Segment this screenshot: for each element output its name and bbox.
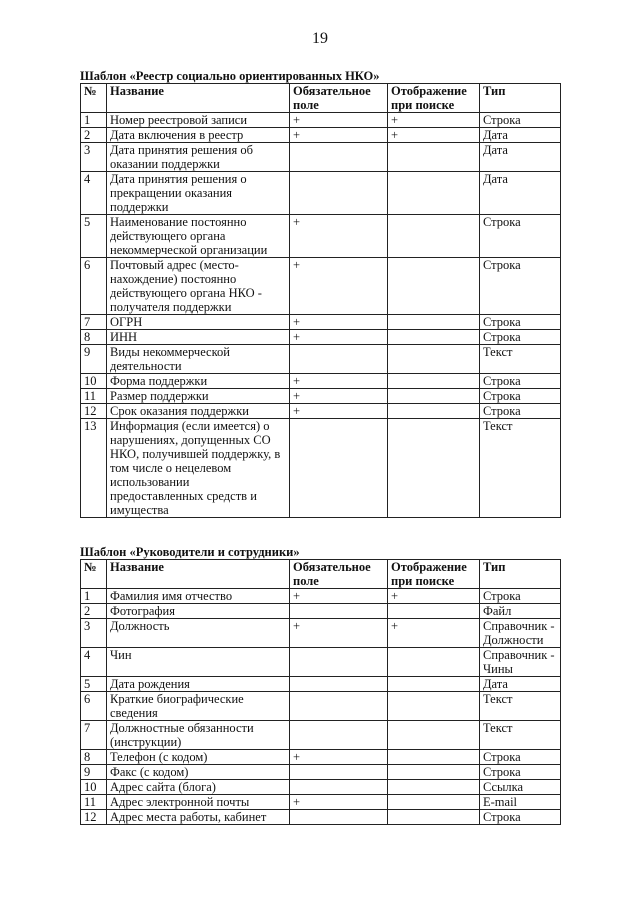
table-body [81, 589, 561, 825]
cell-num: 7 [81, 721, 107, 750]
cell-search [388, 404, 480, 419]
cell-num: 8 [81, 750, 107, 765]
table-header-row [81, 84, 561, 113]
cell-name: Дата рождения [107, 677, 290, 692]
cell-name: ОГРН [107, 315, 290, 330]
ngo-registry-section [80, 69, 560, 518]
table-row [81, 589, 561, 604]
cell-type: Строка [480, 810, 561, 825]
cell-required [290, 143, 388, 172]
cell-required [290, 345, 388, 374]
cell-name: Виды некоммерческой деятельности [107, 345, 290, 374]
header-name: Название [107, 560, 290, 589]
cell-search [388, 604, 480, 619]
cell-type: Текст [480, 692, 561, 721]
cell-name: Краткие биографические сведения [107, 692, 290, 721]
cell-type: Дата [480, 128, 561, 143]
cell-type: Строка [480, 750, 561, 765]
cell-name: Должностные обязанности (инструкции) [107, 721, 290, 750]
cell-type: Текст [480, 419, 561, 518]
cell-search: + [388, 113, 480, 128]
cell-search [388, 692, 480, 721]
cell-name: Телефон (с кодом) [107, 750, 290, 765]
table-row [81, 750, 561, 765]
cell-required: + [290, 128, 388, 143]
cell-name: Информация (если имеется) о нарушениях, допущенных СО НКО, получившей поддержку, в том числе о нецелевом использовании предоставленных средств и имущества [107, 419, 290, 518]
cell-num: 1 [81, 113, 107, 128]
header-required: Обязательное поле [290, 560, 388, 589]
cell-num: 10 [81, 374, 107, 389]
cell-search [388, 780, 480, 795]
cell-name: Чин [107, 648, 290, 677]
cell-type: Ссылка [480, 780, 561, 795]
cell-search: + [388, 619, 480, 648]
cell-required: + [290, 315, 388, 330]
cell-search [388, 750, 480, 765]
table-row [81, 795, 561, 810]
table-row [81, 619, 561, 648]
cell-required [290, 419, 388, 518]
cell-search [388, 721, 480, 750]
cell-search [388, 172, 480, 215]
cell-num: 12 [81, 404, 107, 419]
cell-required: + [290, 750, 388, 765]
cell-num: 13 [81, 419, 107, 518]
cell-search [388, 330, 480, 345]
table-row [81, 765, 561, 780]
cell-name: Фамилия имя отчество [107, 589, 290, 604]
cell-num: 11 [81, 389, 107, 404]
staff-table [80, 559, 561, 825]
cell-search [388, 258, 480, 315]
table-row [81, 128, 561, 143]
cell-type: Строка [480, 113, 561, 128]
header-search: Отображение при поиске [388, 84, 480, 113]
table-row [81, 172, 561, 215]
cell-type: Строка [480, 765, 561, 780]
cell-num: 9 [81, 765, 107, 780]
cell-required: + [290, 258, 388, 315]
cell-num: 7 [81, 315, 107, 330]
cell-required: + [290, 795, 388, 810]
cell-search [388, 419, 480, 518]
cell-search [388, 648, 480, 677]
cell-type: Строка [480, 374, 561, 389]
header-search: Отображение при поиске [388, 560, 480, 589]
header-num: № [81, 560, 107, 589]
table-row [81, 604, 561, 619]
table-row [81, 404, 561, 419]
table-row [81, 677, 561, 692]
cell-type: Файл [480, 604, 561, 619]
cell-name: Размер поддержки [107, 389, 290, 404]
cell-name: Почтовый адрес (место-нахождение) постоянно действующего органа НКО - получателя поддержки [107, 258, 290, 315]
cell-name: Дата принятия решения об оказании поддержки [107, 143, 290, 172]
cell-required: + [290, 330, 388, 345]
cell-num: 2 [81, 604, 107, 619]
cell-name: ИНН [107, 330, 290, 345]
cell-type: Текст [480, 721, 561, 750]
cell-search: + [388, 589, 480, 604]
cell-type: Дата [480, 143, 561, 172]
cell-num: 5 [81, 677, 107, 692]
cell-required: + [290, 215, 388, 258]
table-row [81, 810, 561, 825]
header-name: Название [107, 84, 290, 113]
cell-search [388, 315, 480, 330]
table-row [81, 692, 561, 721]
cell-search [388, 677, 480, 692]
table-row [81, 315, 561, 330]
cell-required [290, 604, 388, 619]
cell-name: Наименование постоянно действующего органа некоммерческой организации [107, 215, 290, 258]
cell-required [290, 692, 388, 721]
table-header-row [81, 560, 561, 589]
cell-search [388, 374, 480, 389]
header-type: Тип [480, 560, 561, 589]
cell-name: Номер реестровой записи [107, 113, 290, 128]
cell-num: 10 [81, 780, 107, 795]
cell-type: Справочник - Чины [480, 648, 561, 677]
cell-type: Строка [480, 315, 561, 330]
cell-name: Адрес электронной почты [107, 795, 290, 810]
cell-name: Дата принятия решения о прекращении оказания поддержки [107, 172, 290, 215]
cell-search: + [388, 128, 480, 143]
cell-type: Строка [480, 389, 561, 404]
cell-num: 11 [81, 795, 107, 810]
page-number: 19 [312, 30, 328, 47]
cell-type: Справочник - Должности [480, 619, 561, 648]
cell-required [290, 677, 388, 692]
table-row [81, 345, 561, 374]
cell-num: 6 [81, 258, 107, 315]
cell-num: 2 [81, 128, 107, 143]
cell-search [388, 345, 480, 374]
cell-num: 3 [81, 143, 107, 172]
header-type: Тип [480, 84, 561, 113]
cell-name: Факс (с кодом) [107, 765, 290, 780]
cell-search [388, 215, 480, 258]
table-body [81, 113, 561, 518]
cell-required: + [290, 389, 388, 404]
cell-required [290, 721, 388, 750]
cell-search [388, 389, 480, 404]
cell-type: Строка [480, 215, 561, 258]
cell-type: Текст [480, 345, 561, 374]
table-row [81, 215, 561, 258]
cell-num: 5 [81, 215, 107, 258]
cell-name: Адрес места работы, кабинет [107, 810, 290, 825]
cell-search [388, 795, 480, 810]
cell-required [290, 765, 388, 780]
cell-num: 12 [81, 810, 107, 825]
cell-num: 3 [81, 619, 107, 648]
table-row [81, 143, 561, 172]
cell-required: + [290, 619, 388, 648]
cell-search [388, 810, 480, 825]
header-required: Обязательное поле [290, 84, 388, 113]
cell-name: Форма поддержки [107, 374, 290, 389]
table-row [81, 374, 561, 389]
cell-type: Дата [480, 172, 561, 215]
section-title: Шаблон «Руководители и сотрудники» [80, 545, 300, 559]
section-title: Шаблон «Реестр социально ориентированных НКО» [80, 69, 380, 83]
cell-required: + [290, 589, 388, 604]
cell-name: Дата включения в реестр [107, 128, 290, 143]
cell-required: + [290, 404, 388, 419]
table-row [81, 113, 561, 128]
cell-required: + [290, 374, 388, 389]
cell-name: Фотография [107, 604, 290, 619]
cell-name: Должность [107, 619, 290, 648]
cell-required: + [290, 113, 388, 128]
ngo-registry-table [80, 83, 561, 518]
staff-section [80, 545, 560, 825]
cell-name: Адрес сайта (блога) [107, 780, 290, 795]
table-row [81, 419, 561, 518]
table-row [81, 648, 561, 677]
cell-search [388, 143, 480, 172]
table-row [81, 780, 561, 795]
cell-num: 1 [81, 589, 107, 604]
table-row [81, 330, 561, 345]
cell-num: 9 [81, 345, 107, 374]
cell-type: Строка [480, 404, 561, 419]
cell-required [290, 780, 388, 795]
table-row [81, 389, 561, 404]
cell-num: 4 [81, 648, 107, 677]
cell-type: Строка [480, 258, 561, 315]
table-row [81, 258, 561, 315]
cell-type: Строка [480, 330, 561, 345]
cell-num: 6 [81, 692, 107, 721]
cell-type: Дата [480, 677, 561, 692]
cell-name: Срок оказания поддержки [107, 404, 290, 419]
cell-type: Строка [480, 589, 561, 604]
cell-num: 8 [81, 330, 107, 345]
cell-type: E-mail [480, 795, 561, 810]
table-row [81, 721, 561, 750]
cell-num: 4 [81, 172, 107, 215]
cell-required [290, 648, 388, 677]
cell-search [388, 765, 480, 780]
header-num: № [81, 84, 107, 113]
cell-required [290, 810, 388, 825]
cell-required [290, 172, 388, 215]
